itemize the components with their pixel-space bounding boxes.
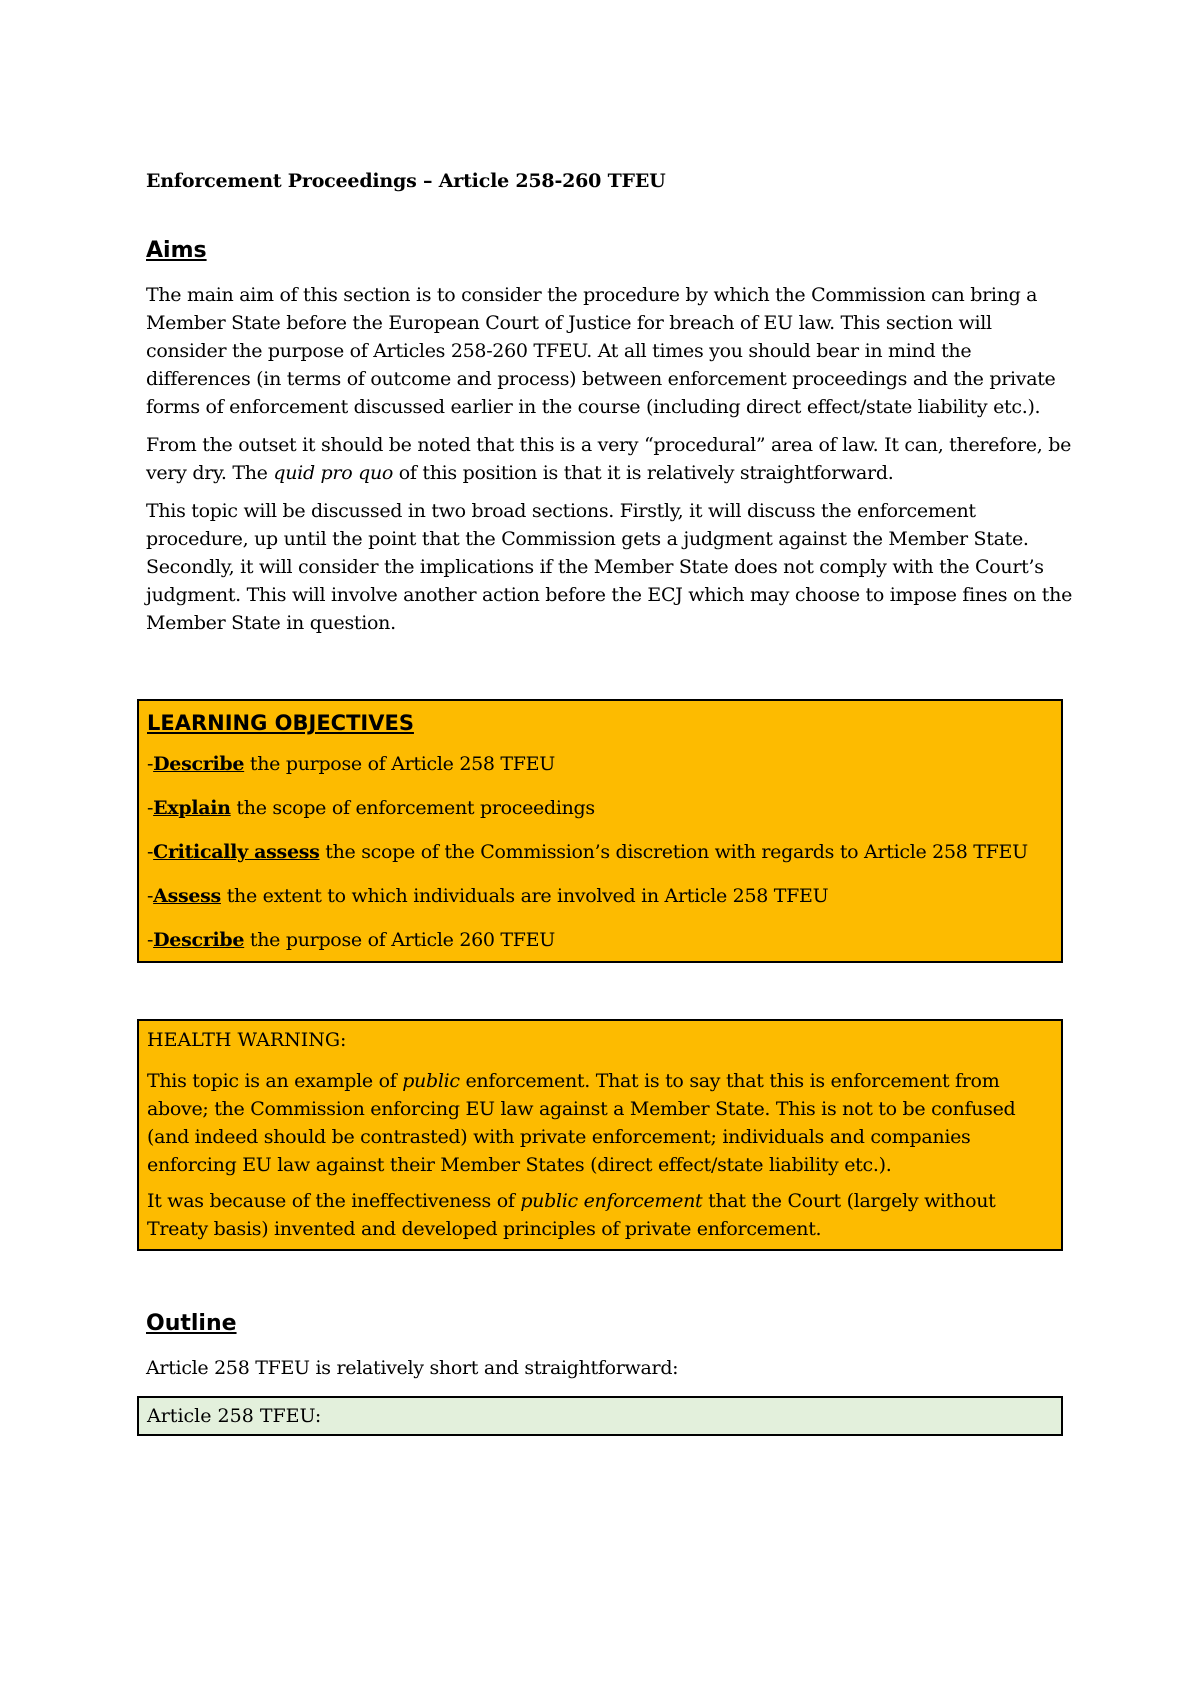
learning-objectives-heading: LEARNING OBJECTIVES <box>147 711 414 735</box>
learning-objectives-box <box>137 699 1063 963</box>
aims-paragraph-2-text-start: From the outset it should be noted that this is a very “procedural” area of law. It can, therefore, be very dry. The <box>146 434 1072 484</box>
objective-prefix: - <box>147 929 154 951</box>
aims-paragraph-2-text-end: of this position is that it is relatively straightforward. <box>393 462 894 484</box>
outline-intro: Article 258 TFEU is relatively short and straightforward: <box>146 1357 679 1379</box>
article-258-label: Article 258 TFEU: <box>147 1405 322 1427</box>
health-warning-paragraph-1 <box>147 1067 1053 1179</box>
outline-heading: Outline <box>146 1311 237 1336</box>
health-warning-p1-start: This topic is an example of <box>147 1070 403 1092</box>
objective-verb: Critically assess <box>153 841 320 863</box>
health-warning-p2-start: It was because of the ineffectiveness of <box>147 1190 521 1212</box>
objective-text: the purpose of Article 260 TFEU <box>244 929 555 951</box>
objective-text: the scope of the Commission’s discretion with regards to Article 258 TFEU <box>319 841 1028 863</box>
aims-paragraph-2-italic: quid pro quo <box>273 462 394 484</box>
document-title: Enforcement Proceedings – Article 258-260 TFEU <box>146 170 666 192</box>
aims-paragraph-3: This topic will be discussed in two broad sections. Firstly, it will discuss the enforcement procedure, up until the point that the Commission gets a judgment against the Member State. Secondly, it will consider the implications if the Member State does not comply with the Court’s judgment. This will involve another action before the ECJ which may choose to impose fines on the Member State in question. <box>146 500 1073 634</box>
objective-item <box>147 839 1053 865</box>
aims-paragraph-1: The main aim of this section is to consider the procedure by which the Commission can bring a Member State before the European Court of Justice for breach of EU law. This section will consider the purpose of Articles 258-260 TFEU. At all times you should bear in mind the differences (in terms of outcome and process) between enforcement proceedings and the private forms of enforcement discussed earlier in the course (including direct effect/state liability etc.). <box>146 284 1056 418</box>
objective-text: the purpose of Article 258 TFEU <box>244 753 555 775</box>
document-page <box>146 170 1074 1436</box>
health-warning-p2-end: that the Court (largely without Treaty basis) invented and developed principles of private enforcement. <box>147 1190 996 1240</box>
objective-item <box>147 883 1053 909</box>
health-warning-paragraph-2 <box>147 1187 1053 1243</box>
aims-heading: Aims <box>146 238 207 263</box>
objective-text: the extent to which individuals are involved in Article 258 TFEU <box>220 885 829 907</box>
aims-paragraph-2 <box>146 431 1074 487</box>
objective-prefix: - <box>147 885 154 907</box>
article-258-box <box>137 1396 1063 1436</box>
objective-text: the scope of enforcement proceedings <box>230 797 595 819</box>
health-warning-box <box>137 1019 1063 1251</box>
objective-item <box>147 795 1053 821</box>
objective-verb: Assess <box>153 885 221 907</box>
health-warning-p2-italic: public enforcement <box>520 1190 703 1212</box>
health-warning-title: HEALTH WARNING: <box>147 1029 347 1051</box>
health-warning-p1-end: enforcement. That is to say that this is enforcement from above; the Commission enforcing EU law against a Member State. This is not to be confused (and indeed should be contrasted) with private enforcement; individuals and companies enforcing EU law against their Member States (direct effect/state liability etc.). <box>147 1070 1016 1176</box>
objective-item <box>147 751 1053 777</box>
objective-prefix: - <box>147 797 154 819</box>
objective-verb: Explain <box>153 797 231 819</box>
health-warning-p1-italic: public <box>402 1070 460 1092</box>
objective-item <box>147 927 1053 953</box>
objective-prefix: - <box>147 841 154 863</box>
objective-verb: Describe <box>153 929 245 951</box>
objective-verb: Describe <box>153 753 245 775</box>
objective-prefix: - <box>147 753 154 775</box>
